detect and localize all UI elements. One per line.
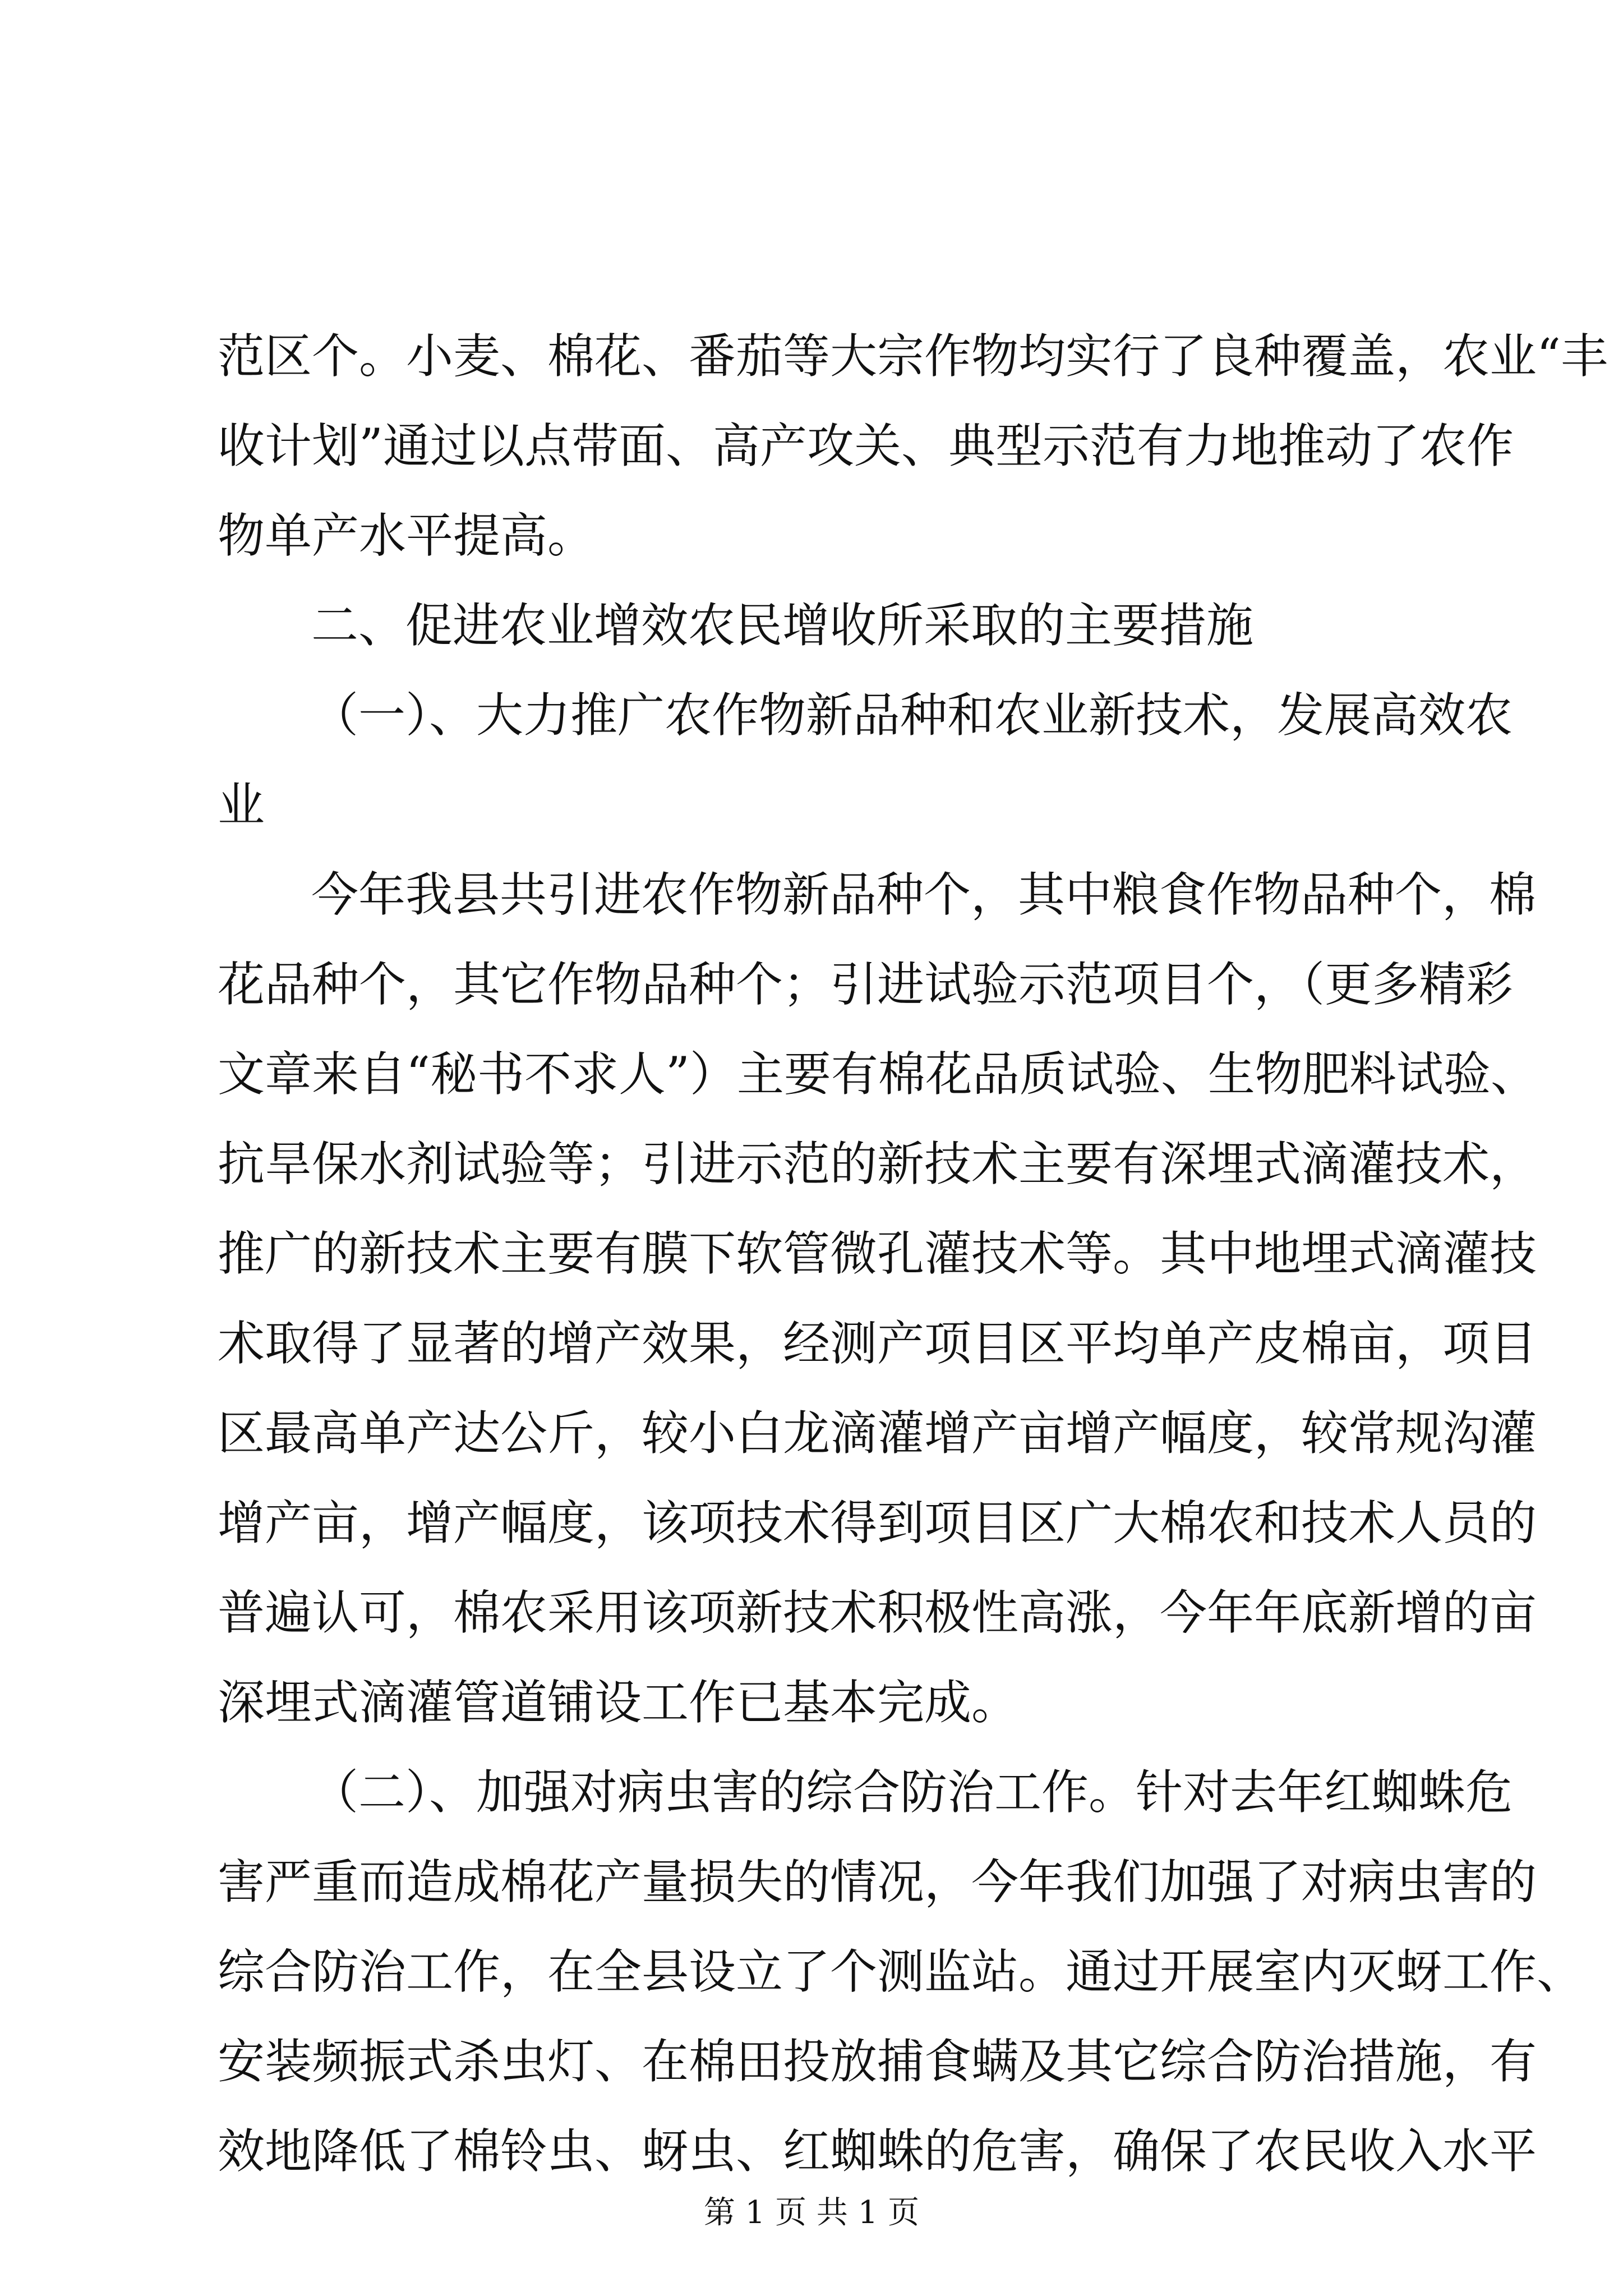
body-line: 增产亩，增产幅度，该项技术得到项目区广大棉农和技术人员的 — [218, 1496, 1537, 1550]
subsection-heading: （一）、大力推广农作物新品种和农业新技术，发展高效农 — [311, 688, 1513, 743]
body-line: 区最高单产达公斤，较小白龙滴灌增产亩增产幅度，较常规沟灌 — [218, 1406, 1537, 1461]
body-line: 物单产水平提高。 — [218, 508, 595, 563]
body-line: 术取得了显著的增产效果，经测产项目区平均单产皮棉亩，项目 — [218, 1316, 1537, 1371]
body-line: 普遍认可，棉农采用该项新技术积极性高涨，今年年底新增的亩 — [218, 1585, 1537, 1640]
body-line: （二）、加强对病虫害的综合防治工作。针对去年红蜘蛛危 — [311, 1765, 1513, 1820]
subsection-heading-continued: 业 — [218, 777, 265, 832]
body-line: 效地降低了棉铃虫、蚜虫、红蜘蛛的危害，确保了农民收入水平 — [218, 2124, 1537, 2179]
body-line: 推广的新技术主要有膜下软管微孔灌技术等。其中地埋式滴灌技 — [218, 1226, 1537, 1281]
body-line: 抗旱保水剂试验等；引进示范的新技术主要有深埋式滴灌技术， — [218, 1137, 1537, 1191]
body-line: 综合防治工作，在全县设立了个测监站。通过开展室内灭蚜工作、 — [218, 1944, 1584, 1999]
body-line: 安装频振式杀虫灯、在棉田投放捕食螨及其它综合防治措施，有 — [218, 2034, 1537, 2089]
section-heading: 二、促进农业增效农民增收所采取的主要措施 — [311, 598, 1254, 653]
body-line: 收计划”通过以点带面、高产攻关、典型示范有力地推动了农作 — [218, 418, 1514, 473]
body-line: 范区个。小麦、棉花、番茄等大宗作物均实行了良种覆盖，农业“丰 — [218, 329, 1608, 384]
body-line: 花品种个，其它作物品种个；引进试验示范项目个，（更多精彩 — [218, 957, 1514, 1012]
page-footer: 第 1 页 共 1 页 — [703, 2194, 920, 2231]
body-line: 文章来自“秘书不求人”）主要有棉花品质试验、生物肥料试验、 — [218, 1047, 1538, 1102]
body-line: 深埋式滴灌管道铺设工作已基本完成。 — [218, 1675, 1019, 1730]
body-line: 今年我县共引进农作物新品种个，其中粮食作物品种个，棉 — [311, 867, 1537, 922]
body-line: 害严重而造成棉花产量损失的情况，今年我们加强了对病虫害的 — [218, 1855, 1537, 1910]
